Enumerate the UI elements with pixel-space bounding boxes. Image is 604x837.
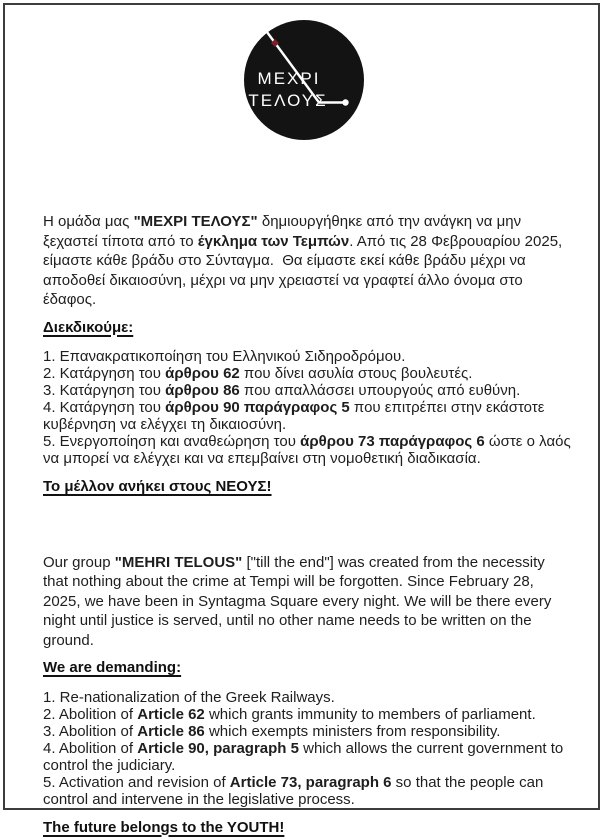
text-run: which exempts ministers from responsibility. xyxy=(205,723,501,740)
text-run: 3. Κατάργηση του xyxy=(43,382,165,399)
bold-text-run: άρθρου 73 παράγραφος 6 xyxy=(300,433,485,450)
bold-text-run: "MEHRI TELOUS" xyxy=(115,554,243,571)
greek-demands-heading: Διεκδικούμε: xyxy=(43,318,578,338)
english-slogan: The future belongs to the YOUTH! xyxy=(43,818,578,837)
english-demands-list xyxy=(43,689,578,808)
english-intro-paragraph xyxy=(43,553,573,651)
document-content xyxy=(5,212,598,837)
text-run: 2. Abolition of xyxy=(43,706,137,723)
text-run: 4. Κατάργηση του xyxy=(43,399,165,416)
bold-text-run: Article 62 xyxy=(137,706,205,723)
text-run: which allows the current government to control the judiciary. xyxy=(43,740,567,774)
logo-container xyxy=(11,18,604,144)
bold-text-run: άρθρου 90 παράγραφος 5 xyxy=(165,399,350,416)
english-demand-item-5 xyxy=(43,774,573,808)
mexri-telous-logo xyxy=(240,18,376,144)
text-run: so that the people can control and intervene in the legislative process. xyxy=(43,774,547,808)
bold-text-run: Article 73, paragraph 6 xyxy=(230,774,392,791)
text-run: 3. Abolition of xyxy=(43,723,137,740)
greek-demand-item-3 xyxy=(43,382,573,399)
text-run: 5. Ενεργοποίηση και αναθεώρηση του xyxy=(43,433,300,450)
english-section xyxy=(43,553,578,837)
greek-slogan: Το μέλλον ανήκει στους ΝΕΟΥΣ! xyxy=(43,477,578,497)
bold-text-run: Article 86 xyxy=(137,723,205,740)
logo-text-line2: ΤΕΛΟΥΣ xyxy=(248,91,327,110)
greek-demand-item-5 xyxy=(43,433,573,467)
text-run: που επιτρέπει στην εκάστοτε κυβέρνηση να ελέγχει τη δικαιοσύνη. xyxy=(43,399,549,433)
bold-text-run: "ΜΕΧΡΙ ΤΕΛΟΥΣ" xyxy=(134,213,258,230)
english-demands-heading: We are demanding: xyxy=(43,658,578,678)
text-run: Η ομάδα μας xyxy=(43,213,134,230)
logo-text-line1: ΜΕΧΡΙ xyxy=(257,69,320,88)
text-run: ["till the end"] was created from the necessity that nothing about the crime at Tempi will be forgotten. Since February 28, 2025, we have been in Syntagma Square every night. We will be there every night until justice is served, until no other name needs to be written on the ground. xyxy=(43,554,556,649)
bold-text-run: άρθρου 62 xyxy=(165,365,240,382)
text-run: . Από τις 28 Φεβρουαρίου 2025, είμαστε κάθε βράδυ στο Σύνταγμα. Θα είμαστε εκεί κάθε βράδυ μέχρι να αποδοθεί δικαιοσύνη, μέχρι να μην χρειαστεί να γραφτεί άλλο όνομα στο έδαφος. xyxy=(43,233,566,309)
english-demand-item-3 xyxy=(43,723,573,740)
text-run: ώστε ο λαός να μπορεί να ελέγχει και να επεμβαίνει στη νομοθετική διαδικασία. xyxy=(43,433,575,467)
english-demand-item-4 xyxy=(43,740,573,774)
bold-text-run: έγκλημα των Τεμπών xyxy=(198,233,349,250)
greek-section xyxy=(43,212,578,497)
bold-text-run: άρθρου 86 xyxy=(165,382,240,399)
english-demand-item-1 xyxy=(43,689,573,706)
document-page xyxy=(3,3,600,810)
text-run: 4. Abolition of xyxy=(43,740,137,757)
bold-text-run: Article 90, paragraph 5 xyxy=(137,740,299,757)
text-run: που απαλλάσσει υπουργούς από ευθύνη. xyxy=(240,382,520,399)
text-run: δημιουργήθηκε από την ανάγκη να μην ξεχαστεί τίποτα από το xyxy=(43,213,525,250)
english-demand-item-2 xyxy=(43,706,573,723)
text-run: 5. Activation and revision of xyxy=(43,774,230,791)
text-run: 1. Re-nationalization of the Greek Railways. xyxy=(43,689,335,706)
greek-demand-item-2 xyxy=(43,365,573,382)
text-run: which grants immunity to members of parliament. xyxy=(205,706,536,723)
text-run: που δίνει ασυλία στους βουλευτές. xyxy=(240,365,473,382)
text-run: 2. Κατάργηση του xyxy=(43,365,165,382)
greek-demand-item-4 xyxy=(43,399,573,433)
greek-demand-item-1 xyxy=(43,348,573,365)
greek-demands-list xyxy=(43,348,578,467)
greek-intro-paragraph xyxy=(43,212,573,310)
text-run: 1. Επανακρατικοποίηση του Ελληνικού Σιδηροδρόμου. xyxy=(43,348,405,365)
text-run: Our group xyxy=(43,554,115,571)
route-end-station-dot-icon xyxy=(342,99,348,105)
